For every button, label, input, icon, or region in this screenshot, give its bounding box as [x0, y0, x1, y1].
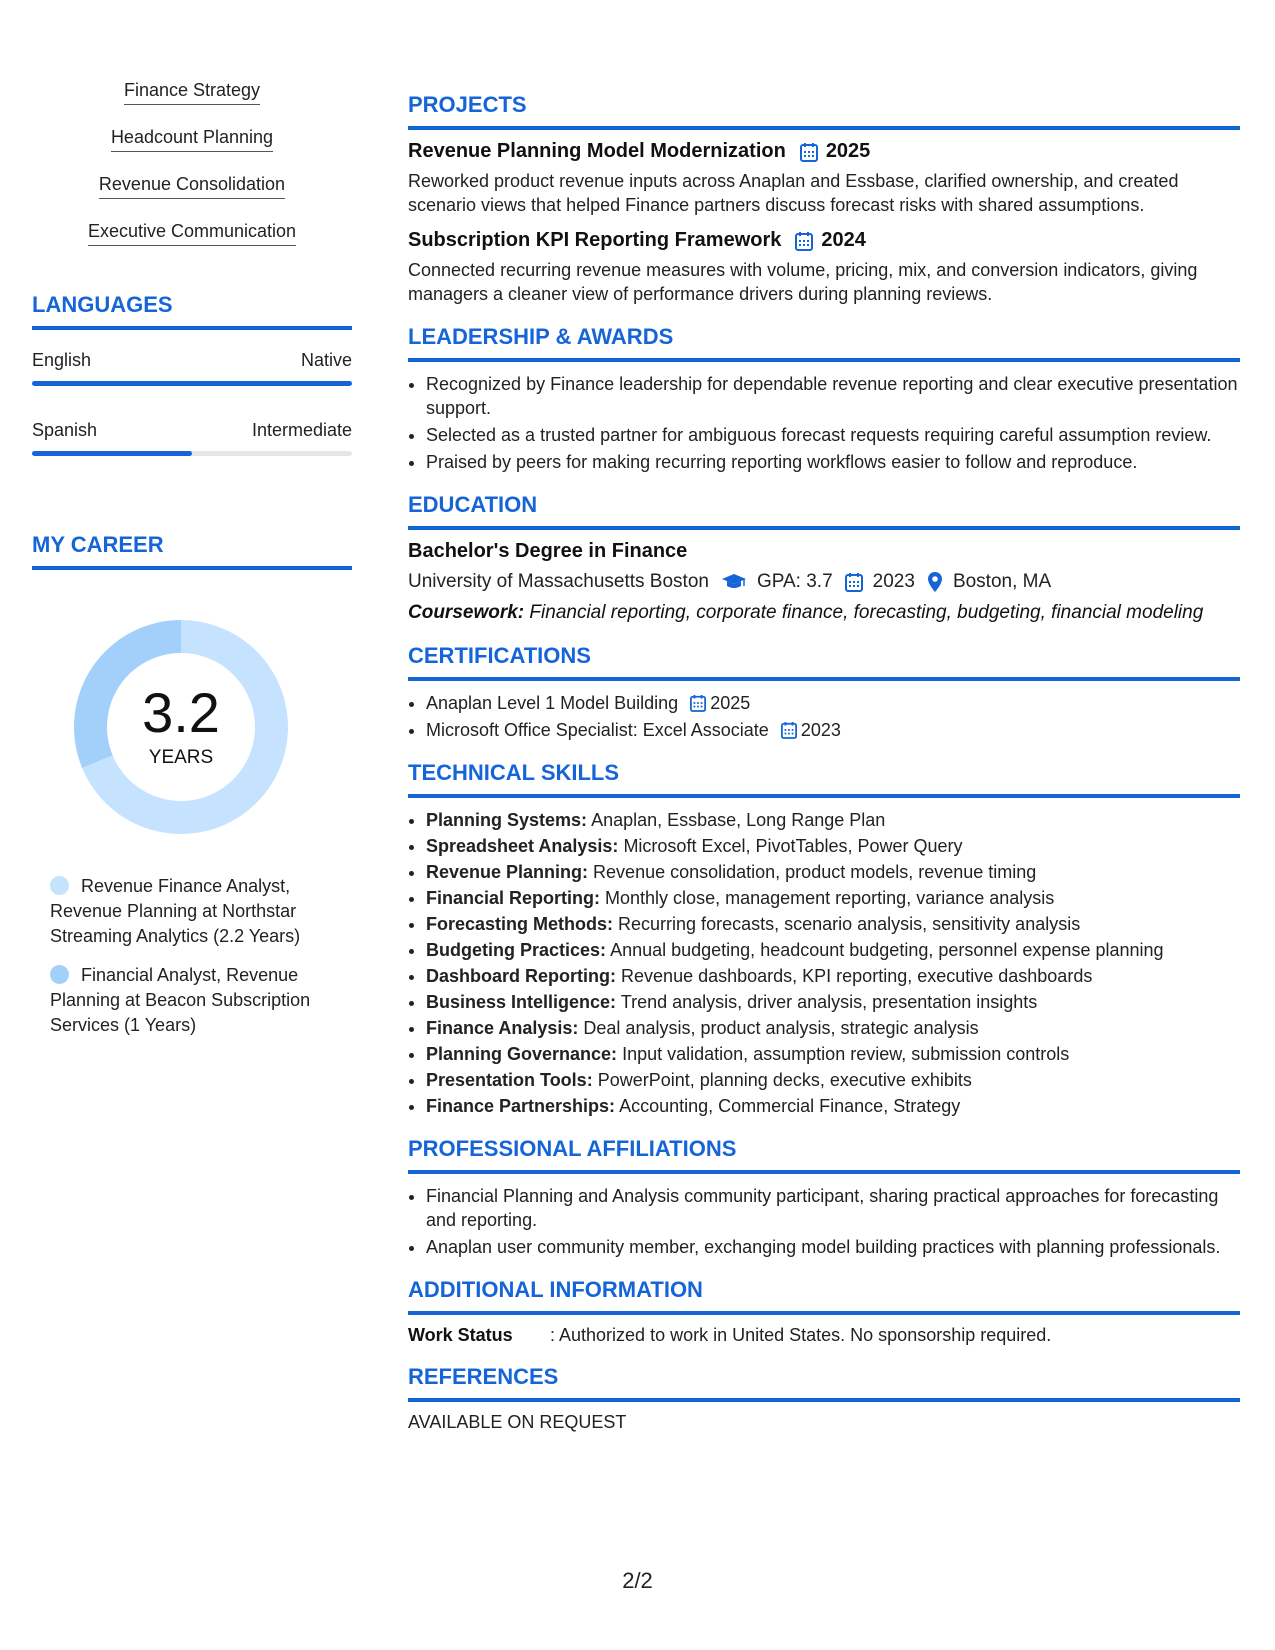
calendar-icon [690, 694, 706, 712]
sidebar [32, 80, 352, 1052]
graduation-cap-icon [721, 573, 747, 591]
page-number: 2/2 [622, 1568, 653, 1593]
language-bar-fill [32, 451, 192, 456]
career-legend [50, 874, 340, 1038]
technical-skills-section [408, 760, 1240, 1118]
skill-tag: Headcount Planning [32, 127, 352, 152]
project-item [408, 140, 1240, 217]
calendar-icon [795, 231, 813, 251]
list-item [426, 718, 1240, 742]
work-status-row [408, 1325, 1240, 1346]
legend-dot-icon [50, 876, 69, 895]
calendar-icon [845, 572, 863, 592]
education-section [408, 492, 1240, 625]
skill-item: • Dashboard Reporting: Revenue dashboards, KPI reporting, executive dashboards [426, 964, 1240, 988]
skill-item: • Planning Systems: Anaplan, Essbase, Long Range Plan [426, 808, 1240, 832]
language-level: Intermediate [251, 420, 352, 440]
coursework-text: Financial reporting, corporate finance, forecasting, budgeting, financial modeling [529, 602, 1204, 623]
skill-item: • Budgeting Practices: Annual budgeting, headcount budgeting, personnel expense planning [426, 938, 1240, 962]
affiliations-heading: PROFESSIONAL AFFILIATIONS [408, 1136, 1240, 1174]
main-content [408, 92, 1240, 1451]
list-item: • Anaplan user community member, exchanging model building practices with planning professionals. [426, 1235, 1240, 1259]
skill-item: • Business Intelligence: Trend analysis, driver analysis, presentation insights [426, 990, 1240, 1014]
leadership-heading: LEADERSHIP & AWARDS [408, 324, 1240, 362]
skill-item: • Presentation Tools: PowerPoint, planning decks, executive exhibits [426, 1068, 1240, 1092]
certifications-heading: CERTIFICATIONS [408, 643, 1240, 681]
skill-item: • Spreadsheet Analysis: Microsoft Excel, PivotTables, Power Query [426, 834, 1240, 858]
graduation-year: 2023 [872, 571, 915, 592]
career-item: Revenue Finance Analyst, Revenue Planning at Northstar Streaming Analytics (2.2 Years) [50, 876, 301, 946]
career-heading: MY CAREER [32, 532, 352, 570]
language-bar-fill [32, 381, 352, 386]
career-total: 3.2 [142, 681, 220, 744]
affiliations-section [408, 1136, 1240, 1259]
skill-item: • Planning Governance: Input validation, assumption review, submission controls [426, 1042, 1240, 1066]
gpa: GPA: 3.7 [756, 571, 833, 592]
coursework [408, 601, 1240, 625]
coursework-label: Coursework: [408, 602, 525, 623]
technical-skills-heading: TECHNICAL SKILLS [408, 760, 1240, 798]
skill-item: • Revenue Planning: Revenue consolidation, product models, revenue timing [426, 860, 1240, 884]
additional-info-section [408, 1277, 1240, 1346]
certifications-section [408, 643, 1240, 742]
language-spanish [32, 420, 352, 456]
education-heading: EDUCATION [408, 492, 1240, 530]
project-name: Subscription KPI Reporting Framework [408, 229, 782, 251]
project-year: 2025 [825, 140, 871, 162]
calendar-icon [800, 142, 818, 162]
languages-heading: LANGUAGES [32, 292, 352, 330]
skill-item: • Financial Reporting: Monthly close, management reporting, variance analysis [426, 886, 1240, 910]
calendar-icon [781, 721, 797, 739]
career-donut [66, 612, 296, 842]
language-name: English [32, 350, 92, 370]
list-item: • Praised by peers for making recurring reporting workflows easier to follow and reproduce. [426, 450, 1240, 474]
career-unit: YEARS [148, 747, 214, 768]
legend-dot-icon [50, 965, 69, 984]
list-item: • Financial Planning and Analysis community participant, sharing practical approaches for forecasting and reporting. [426, 1184, 1240, 1232]
school-location: Boston, MA [952, 571, 1052, 592]
projects-section [408, 92, 1240, 306]
language-bar [32, 451, 352, 456]
certification-name: • Anaplan Level 1 Model Building [426, 693, 679, 713]
skill-tags [32, 80, 352, 246]
certification-name: • Microsoft Office Specialist: Excel Associate [426, 720, 769, 740]
work-status-value: : Authorized to work in United States. No sponsorship required. [550, 1325, 1052, 1345]
project-description: Connected recurring revenue measures with volume, pricing, mix, and conversion indicators, giving managers a cleaner view of performance drivers during planning reviews. [408, 260, 1198, 304]
references-text: AVAILABLE ON REQUEST [408, 1412, 627, 1432]
skill-tag: Finance Strategy [32, 80, 352, 105]
references-heading: REFERENCES [408, 1364, 1240, 1402]
projects-heading: PROJECTS [408, 92, 1240, 130]
language-bar [32, 381, 352, 386]
list-item [426, 691, 1240, 715]
skill-item: • Finance Partnerships: Accounting, Commercial Finance, Strategy [426, 1094, 1240, 1118]
language-name: Spanish [32, 420, 98, 440]
certification-year: 2023 [800, 720, 841, 740]
project-item [408, 229, 1240, 306]
project-name: Revenue Planning Model Modernization [408, 140, 786, 162]
skill-item: • Forecasting Methods: Recurring forecasts, scenario analysis, sensitivity analysis [426, 912, 1240, 936]
skill-item: • Finance Analysis: Deal analysis, product analysis, strategic analysis [426, 1016, 1240, 1040]
project-year: 2024 [821, 229, 866, 251]
skill-tag: Revenue Consolidation [32, 174, 352, 199]
education-meta [408, 571, 1240, 593]
project-description: Reworked product revenue inputs across Anaplan and Essbase, clarified ownership, and created scenario views that helped Finance partners discuss forecast risks with shared assumptions. [408, 171, 1179, 215]
references-section [408, 1364, 1240, 1433]
language-english [32, 350, 352, 386]
location-pin-icon [927, 571, 943, 593]
list-item: • Selected as a trusted partner for ambiguous forecast requests requiring careful assumption review. [426, 423, 1240, 447]
list-item: • Recognized by Finance leadership for dependable revenue reporting and clear executive presentation support. [426, 372, 1240, 420]
school-name: University of Massachusetts Boston [408, 571, 709, 592]
skill-tag: Executive Communication [32, 221, 352, 246]
work-status-label: Work Status [408, 1325, 513, 1345]
degree: Bachelor's Degree in Finance [408, 540, 688, 562]
career-item: Financial Analyst, Revenue Planning at Beacon Subscription Services (1 Years) [50, 965, 311, 1035]
additional-info-heading: ADDITIONAL INFORMATION [408, 1277, 1240, 1315]
language-level: Native [300, 350, 352, 370]
certification-year: 2025 [710, 693, 751, 713]
leadership-section [408, 324, 1240, 474]
